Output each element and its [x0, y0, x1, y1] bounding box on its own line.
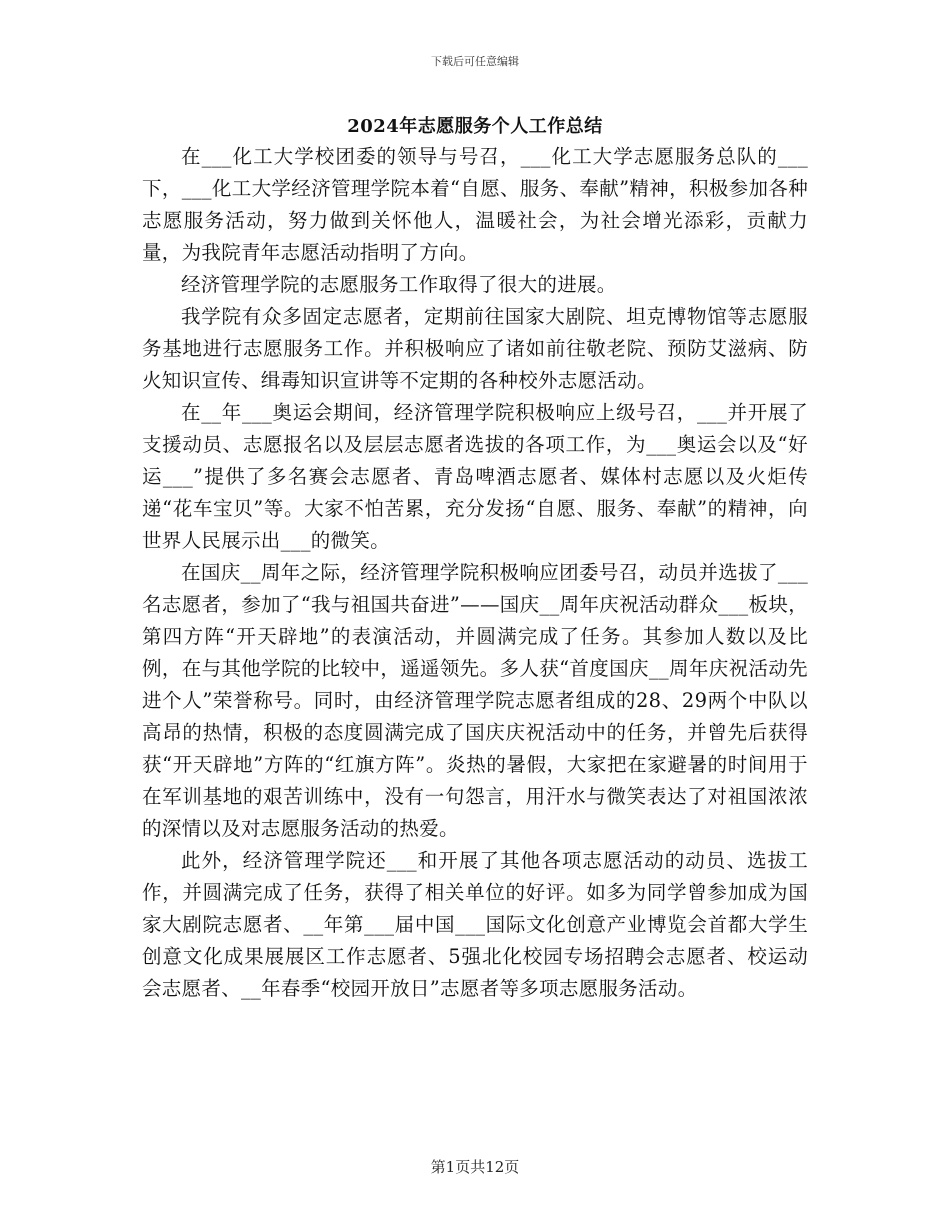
header-note: 下载后可任意编辑	[431, 55, 519, 68]
paragraph: 在国庆__周年之际，经济管理学院积极响应团委号召，动员并选拔了___名志愿者，参加了“我与祖国共奋进”——国庆__周年庆祝活动群众___板块，第四方阵“开天辟地”的表演活动，并圆满完成了任务。其参加人数以及比例，在与其他学院的比较中，遥遥领先。多人获“首度国庆__周年庆祝活动先进个人”荣誉称号。同时，由经济管理学院志愿者组成的28、29两个中队以高昂的热情，积极的态度圆满完成了国庆庆祝活动中的任务，并曾先后获得获“开天辟地”方阵的“红旗方阵”。炎热的暑假，大家把在家避暑的时间用于在军训基地的艰苦训练中，没有一句怨言，用汗水与微笑表达了对祖国浓浓的深情以及对志愿服务活动的热爱。	[142, 561, 808, 840]
paragraph: 我学院有众多固定志愿者，定期前往国家大剧院、坦克博物馆等志愿服务基地进行志愿服务工作。并积极响应了诸如前往敬老院、预防艾滋病、防火知识宣传、缉毒知识宣讲等不定期的各种校外志愿活动。	[142, 305, 808, 392]
paragraph: 在___化工大学校团委的领导与号召，___化工大学志愿服务总队的___下，___化工大学经济管理学院本着“自愿、服务、奉献”精神，积极参加各种志愿服务活动，努力做到关怀他人，温暖社会，为社会增光添彩，贡献力量，为我院青年志愿活动指明了方向。	[142, 145, 808, 264]
paragraph: 经济管理学院的志愿服务工作取得了很大的进展。	[181, 273, 617, 296]
document-title: 2024年志愿服务个人工作总结	[347, 116, 603, 137]
paragraph: 此外，经济管理学院还___和开展了其他各项志愿活动的动员、选拔工作，并圆满完成了任务，获得了相关单位的好评。如多为同学曾参加成为国家大剧院志愿者、__年第___届中国___国际文化创意产业博览会首都大学生创意文化成果展展区工作志愿者、5强北化校园专场招聘会志愿者、校运动会志愿者、__年春季“校园开放日”志愿者等多项志愿服务活动。	[142, 849, 808, 1000]
page-number: 第1页共12页	[430, 1158, 520, 1176]
paragraph: 在__年___奥运会期间，经济管理学院积极响应上级号召，___并开展了支援动员、志愿报名以及层层志愿者选拔的各项工作，为___奥运会以及“好运___”提供了多名赛会志愿者、青岛啤酒志愿者、媒体村志愿以及火炬传递“花车宝贝”等。大家不怕苦累，充分发扬“自愿、服务、奉献”的精神，向世界人民展示出___的微笑。	[142, 401, 808, 552]
document-body	[142, 141, 808, 1005]
